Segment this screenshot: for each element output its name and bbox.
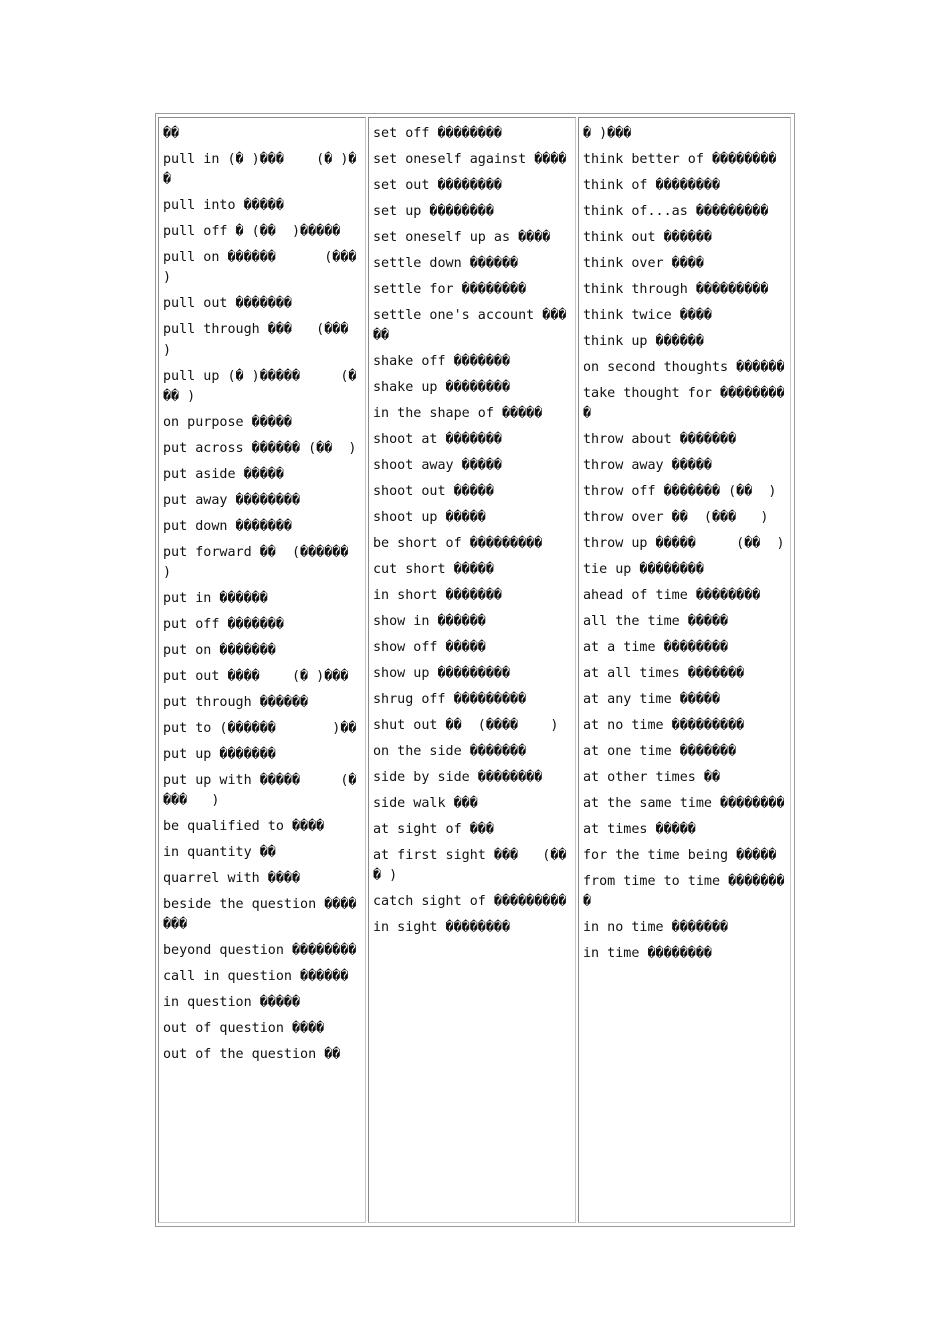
phrase-entry: all the time ����� <box>583 614 729 630</box>
phrase-entry: shrug off ��������� <box>373 692 527 708</box>
phrase-entry: shoot up ����� <box>373 510 486 526</box>
phrase-entry: on purpose ����� <box>163 414 292 430</box>
phrase-entry: put up ������� <box>163 747 276 763</box>
phrase-entry: shut out �� (���� ) <box>373 718 559 734</box>
phrase-entry: in time �������� <box>583 946 712 962</box>
phrase-entry: beyond question �������� <box>163 943 357 959</box>
phrase-entry: in no time ������� <box>583 920 729 936</box>
phrase-entry: for the time being ����� <box>583 848 777 864</box>
phrase-entry: settle down ������ <box>373 256 519 271</box>
phrase-entry: ahead of time �������� <box>583 588 761 604</box>
phrase-entry: put down ������� <box>163 518 292 534</box>
phrase-entry: put across ������ (�� ) <box>163 440 357 456</box>
phrase-entry: in quantity �� <box>163 845 276 861</box>
phrase-entry: settle for �������� <box>373 282 527 297</box>
phrase-entry: take thought for ��������� <box>583 386 785 422</box>
phrase-entry: pull off � (�� )����� <box>163 224 341 240</box>
phrase-entry: put up with ����� (���� ) <box>163 773 357 809</box>
phrase-entry: put off ������� <box>163 617 284 633</box>
phrase-entry: put out ���� (� )��� <box>163 669 349 685</box>
phrase-entry: in sight �������� <box>373 920 511 936</box>
phrase-entry: set up �������� <box>373 204 494 219</box>
phrase-entry: throw off ������� (�� ) <box>583 484 777 500</box>
phrase-entry: at first sight ��� (��� ) <box>373 848 567 884</box>
phrase-entry: at times ����� <box>583 822 696 838</box>
phrase-entry: shake off ������� <box>373 354 511 370</box>
phrase-entry: on the side ������� <box>373 744 527 760</box>
phrase-entry: in question ����� <box>163 995 301 1011</box>
phrase-entry: put through ������ <box>163 695 309 711</box>
phrase-entry: throw away ����� <box>583 458 712 474</box>
phrase-entry: pull out ������� <box>163 296 292 312</box>
phrase-entry: think out ������ <box>583 230 712 245</box>
phrase-entry: think through ��������� <box>583 282 769 297</box>
glossary-table <box>155 113 795 1227</box>
phrase-entry: tie up �������� <box>583 562 704 578</box>
phrase-entry: catch sight of ��������� <box>373 894 567 910</box>
phrase-entry: think better of �������� <box>583 152 777 167</box>
phrase-entry: put on ������� <box>163 643 276 659</box>
phrase-entry: think of...as ��������� <box>583 204 769 219</box>
phrase-entry: be qualified to ���� <box>163 819 325 835</box>
phrase-entry: cut short ����� <box>373 562 494 578</box>
phrase-entry: be short of ��������� <box>373 536 543 552</box>
phrase-entry: shoot at ������� <box>373 432 502 448</box>
phrase-entry: �� <box>163 126 180 141</box>
table-column-1 <box>158 117 366 1223</box>
phrase-entry: at sight of ��� <box>373 822 494 838</box>
phrase-entry: set oneself up as ���� <box>373 230 551 245</box>
phrase-entry: in the shape of ����� <box>373 406 543 422</box>
phrase-entry: throw up ����� (�� ) <box>583 536 785 552</box>
phrase-entry: put forward �� (������ ) <box>163 544 365 581</box>
phrase-entry: shake up �������� <box>373 380 511 396</box>
phrase-entry: show in ������ <box>373 614 486 630</box>
phrase-entry: at the same time �������� <box>583 796 785 812</box>
phrase-entry: side walk ��� <box>373 796 478 812</box>
phrase-entry: think over ���� <box>583 256 704 271</box>
phrase-entry: think of �������� <box>583 178 721 193</box>
phrase-entry: at any time ����� <box>583 692 721 708</box>
phrase-entry: at no time ��������� <box>583 718 745 734</box>
phrase-entry: quarrel with ���� <box>163 871 301 887</box>
phrase-entry: show off ����� <box>373 640 486 656</box>
phrase-entry: at all times ������� <box>583 666 745 682</box>
phrase-entry: throw about ������� <box>583 432 737 448</box>
phrase-entry: put away �������� <box>163 492 301 508</box>
phrase-entry: put in ������ <box>163 591 268 607</box>
phrase-entry: pull up (� )����� (��� ) <box>163 368 357 404</box>
phrase-entry: � )��� <box>583 126 632 141</box>
table-column-2 <box>368 117 576 1223</box>
phrase-entry: think up ������ <box>583 334 704 349</box>
phrase-entry: set off �������� <box>373 126 502 141</box>
phrase-entry: at one time ������� <box>583 744 737 760</box>
phrase-entry: at other times �� <box>583 770 721 786</box>
phrase-entry: pull in (� )��� (� )�� <box>163 152 357 188</box>
phrase-entry: side by side �������� <box>373 770 543 786</box>
phrase-entry: shoot out ����� <box>373 484 494 500</box>
phrase-entry: pull into ����� <box>163 198 284 214</box>
phrase-entry: think twice ���� <box>583 308 712 323</box>
phrase-entry: in short ������� <box>373 588 502 604</box>
phrase-entry: set oneself against ���� <box>373 152 567 167</box>
phrase-entry: beside the question ������� <box>163 897 357 933</box>
phrase-entry: call in question ������ <box>163 969 349 985</box>
table-column-3 <box>578 117 791 1223</box>
phrase-entry: out of the question �� <box>163 1047 341 1063</box>
phrase-entry: show up ��������� <box>373 666 511 682</box>
phrase-entry: pull on ������ (��� ) <box>163 250 365 286</box>
phrase-entry: at a time �������� <box>583 640 729 656</box>
phrase-entry: put aside ����� <box>163 466 284 482</box>
phrase-entry: on second thoughts ������ <box>583 360 785 375</box>
phrase-entry: put to (������ )�� <box>163 721 357 737</box>
phrase-entry: settle one's account ����� <box>373 308 567 344</box>
phrase-entry: shoot away ����� <box>373 458 502 474</box>
phrase-entry: set out �������� <box>373 178 502 193</box>
phrase-entry: from time to time �������� <box>583 874 785 910</box>
phrase-entry: throw over �� (��� ) <box>583 510 769 526</box>
phrase-entry: pull through ��� (��� ) <box>163 322 357 358</box>
phrase-entry: out of question ���� <box>163 1021 325 1037</box>
